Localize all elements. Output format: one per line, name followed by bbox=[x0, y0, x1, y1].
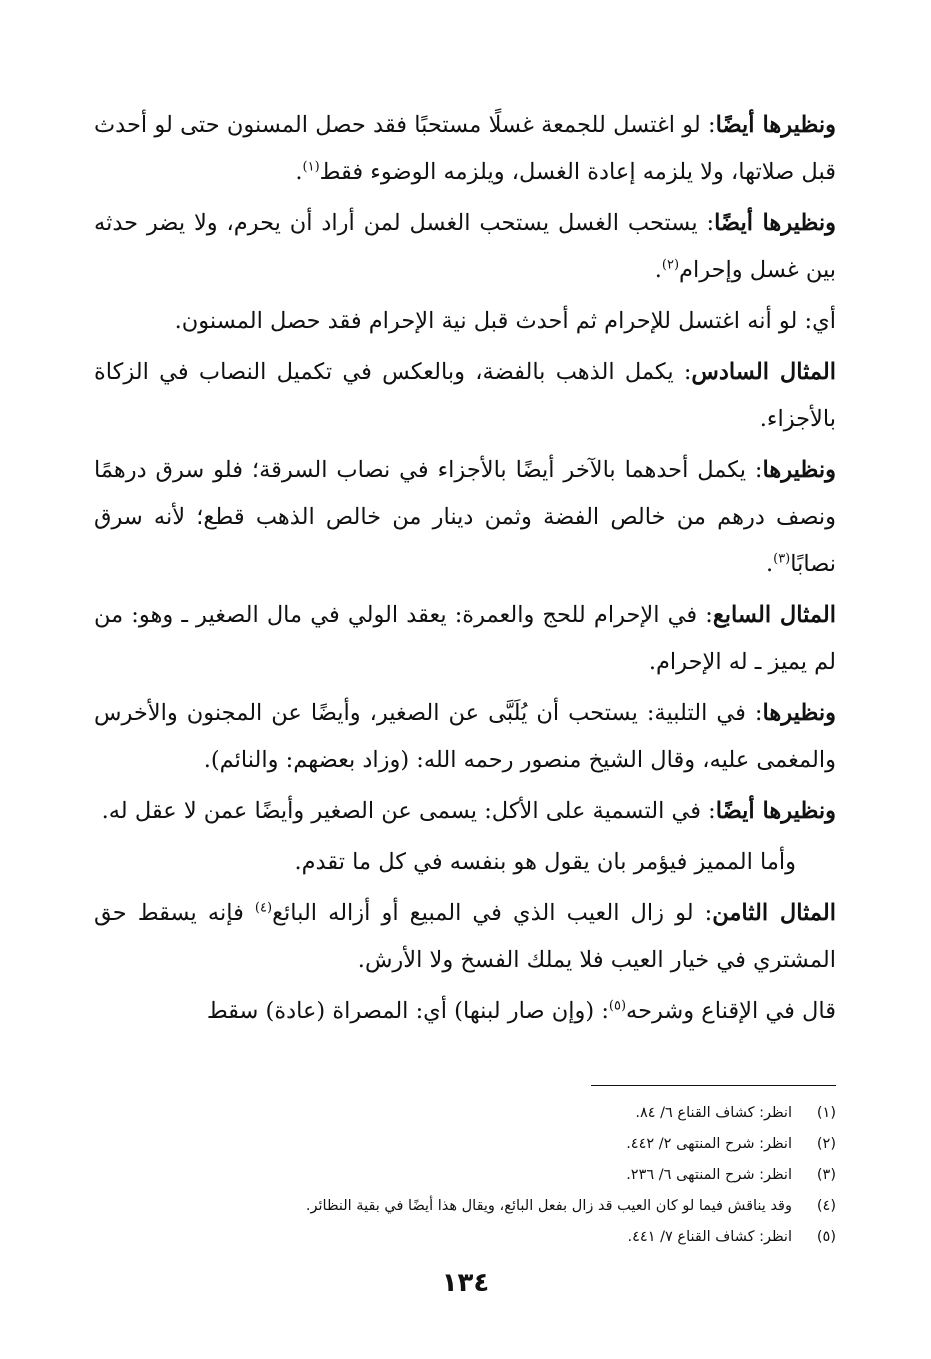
footnote-text: انظر: شرح المنتهى ٦/ ٢٣٦. bbox=[626, 1167, 792, 1183]
paragraph-10 bbox=[94, 890, 836, 984]
footnote-number: (١) bbox=[816, 1105, 836, 1121]
paragraph-text: : في الإحرام للحج والعمرة: يعقد الولي في مال الصغير ـ وهو: من لم يميز ـ له الإحرام. bbox=[94, 602, 836, 675]
paragraph-9 bbox=[94, 839, 836, 886]
paragraph-tail: : (وإن صار لبنها) أي: المصراة (عادة) سقط bbox=[206, 998, 609, 1024]
paragraph-tail: . bbox=[765, 551, 774, 577]
footnote-text: وقد يناقش فيما لو كان العيب قد زال بفعل البائع، ويقال هذا أيضًا في بقية النظائر. bbox=[305, 1198, 792, 1214]
main-text bbox=[94, 102, 836, 1039]
paragraph-lead: ونظيرها bbox=[762, 700, 836, 726]
footnote-text: انظر: شرح المنتهى ٢/ ٤٤٢. bbox=[626, 1136, 792, 1152]
footnote-ref[interactable]: (٥) bbox=[608, 998, 627, 1014]
paragraph-text: : لو زال العيب الذي في المبيع أو أزاله البائع bbox=[272, 900, 713, 926]
footnote-ref[interactable]: (٤) bbox=[254, 900, 273, 916]
paragraph-text: : يستحب الغسل يستحب الغسل لمن أراد أن يحرم، ولا يضر حدثه بين غسل وإحرام bbox=[94, 210, 836, 283]
paragraph-text: وأما المميز فيؤمر بان يقول هو بنفسه في كل ما تقدم. bbox=[294, 849, 796, 875]
footnotes-section bbox=[94, 1098, 836, 1253]
paragraph-5 bbox=[94, 447, 836, 588]
footnote-item bbox=[94, 1129, 836, 1160]
footnote-number: (٥) bbox=[816, 1229, 836, 1245]
footnote-number: (٣) bbox=[816, 1167, 836, 1183]
paragraph-lead: ونظيرها أيضًا bbox=[714, 210, 837, 236]
paragraph-tail: . bbox=[295, 159, 303, 185]
footnote-divider bbox=[591, 1085, 836, 1086]
footnote-item bbox=[94, 1098, 836, 1129]
footnote-ref[interactable]: (٣) bbox=[773, 551, 791, 567]
paragraph-text: : يكمل الذهب بالفضة، وبالعكس في تكميل النصاب في الزكاة بالأجزاء. bbox=[94, 359, 836, 432]
paragraph-text: : في التسمية على الأكل: يسمى عن الصغير وأيضًا عمن لا عقل له. bbox=[101, 798, 716, 824]
paragraph-lead: ونظيرها bbox=[762, 457, 836, 483]
paragraph-1 bbox=[94, 102, 836, 196]
footnote-number: (٢) bbox=[816, 1136, 836, 1152]
footnote-number: (٤) bbox=[816, 1198, 836, 1214]
paragraph-lead: ونظيرها أيضًا bbox=[715, 798, 836, 824]
paragraph-tail: فإنه يسقط حق المشتري في خيار العيب فلا يملك الفسخ ولا الأرش. bbox=[94, 900, 836, 973]
footnote-text: انظر: كشاف القناع ٧/ ٤٤١. bbox=[627, 1229, 792, 1245]
paragraph-tail: . bbox=[654, 257, 662, 283]
paragraph-text: : لو اغتسل للجمعة غسلًا مستحبًا فقد حصل المسنون حتى لو أحدث قبل صلاتها، ولا يلزمه إعادة الغسل، ويلزمه الوضوء فقط bbox=[94, 112, 836, 185]
footnote-text: انظر: كشاف القناع ٦/ ٨٤. bbox=[635, 1105, 792, 1121]
paragraph-lead: المثال السادس bbox=[691, 359, 836, 385]
paragraph-11 bbox=[94, 988, 836, 1035]
paragraph-6 bbox=[94, 592, 836, 686]
paragraph-8 bbox=[94, 788, 836, 835]
paragraph-lead: ونظيرها أيضًا bbox=[715, 112, 836, 138]
footnote-item bbox=[94, 1191, 836, 1222]
paragraph-7 bbox=[94, 690, 836, 784]
paragraph-lead: المثال الثامن bbox=[712, 900, 837, 926]
footnote-item bbox=[94, 1160, 836, 1191]
paragraph-4 bbox=[94, 349, 836, 443]
paragraph-lead: المثال السابع bbox=[712, 602, 836, 628]
paragraph-3 bbox=[94, 298, 836, 345]
paragraph-text: أي: لو أنه اغتسل للإحرام ثم أحدث قبل نية الإحرام فقد حصل المسنون. bbox=[174, 308, 836, 334]
footnote-ref[interactable]: (١) bbox=[302, 159, 320, 175]
footnote-item bbox=[94, 1222, 836, 1253]
footnote-ref[interactable]: (٢) bbox=[661, 257, 680, 273]
paragraph-text: قال في الإقناع وشرحه bbox=[626, 998, 836, 1024]
page-number: ١٣٤ bbox=[441, 1268, 490, 1298]
paragraph-text: : يكمل أحدهما بالآخر أيضًا بالأجزاء في نصاب السرقة؛ فلو سرق درهمًا ونصف درهم من خالص الفضة وثمن دينار من خالص الذهب قطع؛ لأنه سرق نصابًا bbox=[94, 457, 836, 577]
paragraph-text: : في التلبية: يستحب أن يُلَبَّى عن الصغير، وأيضًا عن المجنون والأخرس والمغمى عليه، وقال الشيخ منصور رحمه الله: (وزاد بعضهم: والنائم). bbox=[94, 700, 836, 773]
paragraph-2 bbox=[94, 200, 836, 294]
